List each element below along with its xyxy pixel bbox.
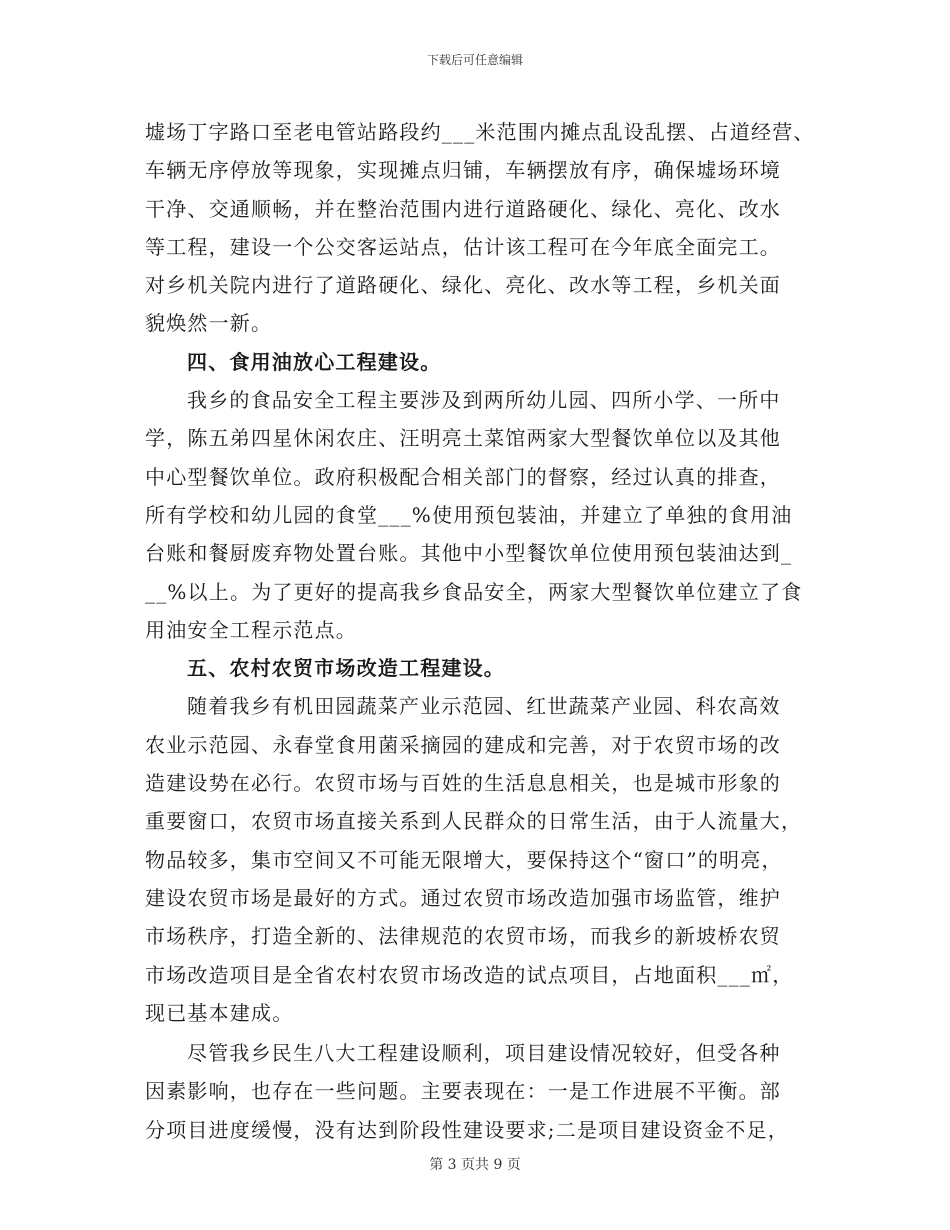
text-line: 中心型餐饮单位。政府积极配合相关部门的督察，经过认真的排查， (145, 464, 781, 489)
text-line: 貌焕然一新。 (145, 311, 273, 336)
text-line: 所有学校和幼儿园的食堂___%使用预包装油，并建立了单独的食用油 (145, 502, 793, 527)
text-line: 墟场丁字路口至老电管站路段约___米范围内摊点乱设乱摆、占道经营、 (145, 120, 815, 144)
text-line: 台账和餐厨废弃物处置台账。其他中小型餐饮单位使用预包装油达到_ (145, 541, 793, 566)
text-line: 物品较多，集市空间又不可能无限增大，要保持这个“窗口”的明亮， (145, 847, 783, 872)
section-heading: 五、农村农贸市场改造工程建设。 (187, 656, 505, 681)
text-line: 造建设势在必行。农贸市场与百姓的生活息息相关，也是城市形象的 (145, 771, 781, 796)
text-line: 因素影响，也存在一些问题。主要表现在：一是工作进展不平衡。部 (145, 1079, 781, 1104)
text-line: __%以上。为了更好的提高我乡食品安全，两家大型餐饮单位建立了食 (145, 579, 803, 604)
text-line: 学，陈五弟四星休闲农庄、汪明亮土菜馆两家大型餐饮单位以及其他 (145, 426, 781, 451)
document-body (145, 113, 815, 1149)
text-line: 农业示范园、永春堂食用菌采摘园的建成和完善，对于农贸市场的改 (145, 732, 781, 757)
text-line: 等工程，建设一个公交客运站点，估计该工程可在今年底全面完工。 (145, 234, 781, 259)
page-footer: 第 3 页共 9 页 (429, 1157, 521, 1173)
text-line: 建设农贸市场是最好的方式。通过农贸市场改造加强市场监管，维护 (145, 885, 781, 910)
text-line: 现已基本建成。 (145, 1000, 294, 1025)
text-line: 干净、交通顺畅，并在整治范围内进行道路硬化、绿化、亮化、改水 (145, 196, 781, 221)
text-line: 重要窗口，农贸市场直接关系到人民群众的日常生活，由于人流量大， (145, 809, 803, 834)
page-header: 下载后可任意编辑 (426, 53, 523, 67)
text-line: 用油安全工程示范点。 (145, 617, 357, 642)
text-line: 对乡机关院内进行了道路硬化、绿化、亮化、改水等工程，乡机关面 (145, 273, 781, 298)
section-heading: 四、食用油放心工程建设。 (187, 349, 442, 374)
text-line: 市场秩序，打造全新的、法律规范的农贸市场，而我乡的新坡桥农贸 (145, 924, 781, 949)
text-line: 尽管我乡民生八大工程建设顺利，项目建设情况较好，但受各种 (187, 1041, 781, 1066)
text-line: 我乡的食品安全工程主要涉及到两所幼儿园、四所小学、一所中 (187, 388, 781, 413)
text-line: 车辆无序停放等现象，实现摊点归铺，车辆摆放有序，确保墟场环境 (145, 158, 781, 183)
text-line: 随着我乡有机田园蔬菜产业示范园、红世蔬菜产业园、科农高效 (187, 694, 781, 719)
text-line: 市场改造项目是全省农村农贸市场改造的试点项目，占地面积___㎡， (145, 962, 794, 987)
text-line: 分项目进度缓慢，没有达到阶段性建设要求;二是项目建设资金不足， (145, 1117, 789, 1142)
